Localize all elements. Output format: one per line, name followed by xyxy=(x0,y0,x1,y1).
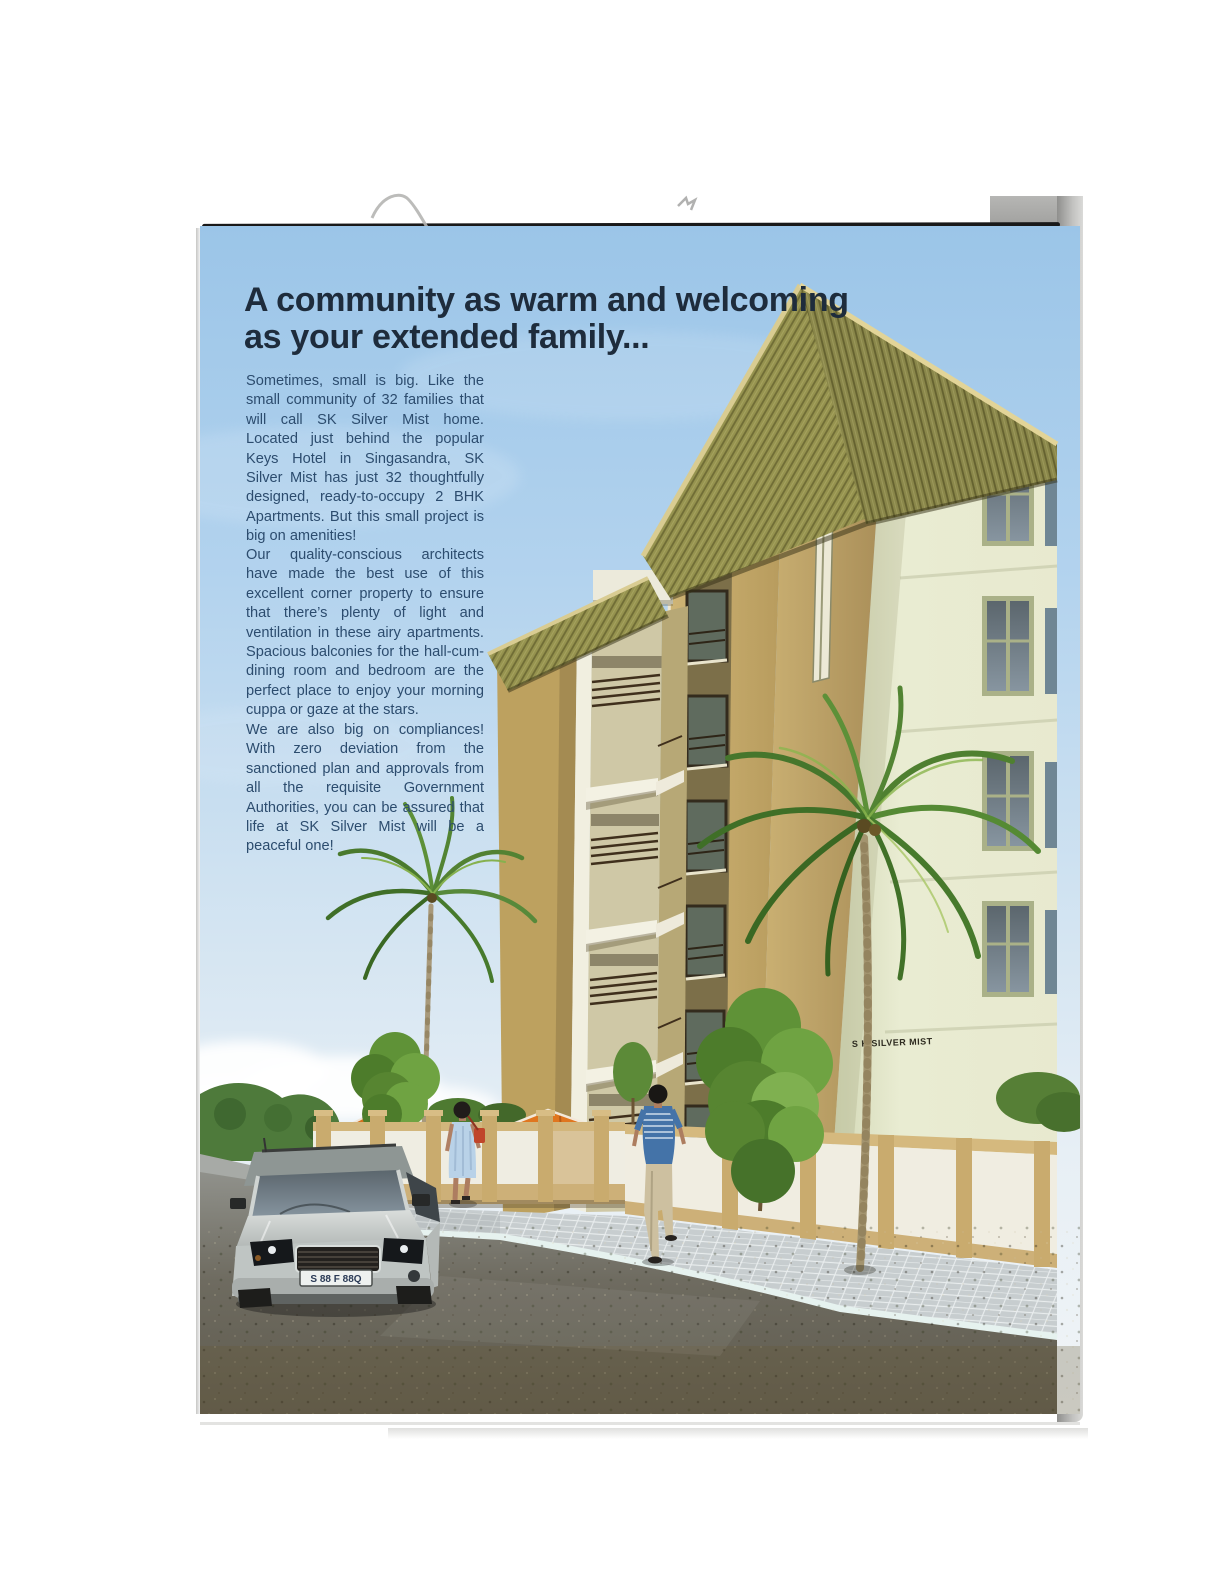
suv xyxy=(230,1138,440,1317)
license-plate: S 88 F 88Q xyxy=(310,1274,362,1285)
body-paragraph-1: Sometimes, small is big. Like the small community of 32 families that will call SK Silver Mist home. Located just behind the popular Keys Hotel in Singasandra, SK Silver Mist has just 32 thoughtfully designed, ready-to-occupy 2 BHK Apartments. But this small project is big on amenities! xyxy=(246,373,484,545)
body-paragraph-3: We are also big on compliances! With zero deviation from the sanctioned plan and approvals from all the requisite Government Authorities, you can be assured that life at SK Silver Mist will be a peaceful one! xyxy=(246,722,484,855)
body-paragraph-2: Our quality-conscious architects have made the best use of this excellent corner property to ensure that there’s plenty of light and ventilation in these airy apartments. Spacious balconies for the hall-cum-dining room and bedroom are the perfect place to enjoy your morning cuppa or gaze at the stars. xyxy=(246,547,484,719)
brochure-photo xyxy=(200,226,1080,1414)
headline xyxy=(244,282,864,356)
grille xyxy=(296,1246,380,1272)
side-mirror-left xyxy=(230,1198,246,1209)
windshield xyxy=(250,1170,408,1218)
page-bottom-shadow xyxy=(388,1428,1088,1439)
photo-bottom-shadow xyxy=(200,1422,1080,1425)
headline-line2: as your extended family... xyxy=(244,318,650,356)
building-sign: S K SILVER MIST xyxy=(851,1036,933,1049)
headline-line1: A community as warm and welcoming xyxy=(244,281,849,319)
handbag xyxy=(474,1128,485,1143)
side-mirror-right xyxy=(412,1194,430,1206)
scan-mark-artifact xyxy=(668,190,708,220)
